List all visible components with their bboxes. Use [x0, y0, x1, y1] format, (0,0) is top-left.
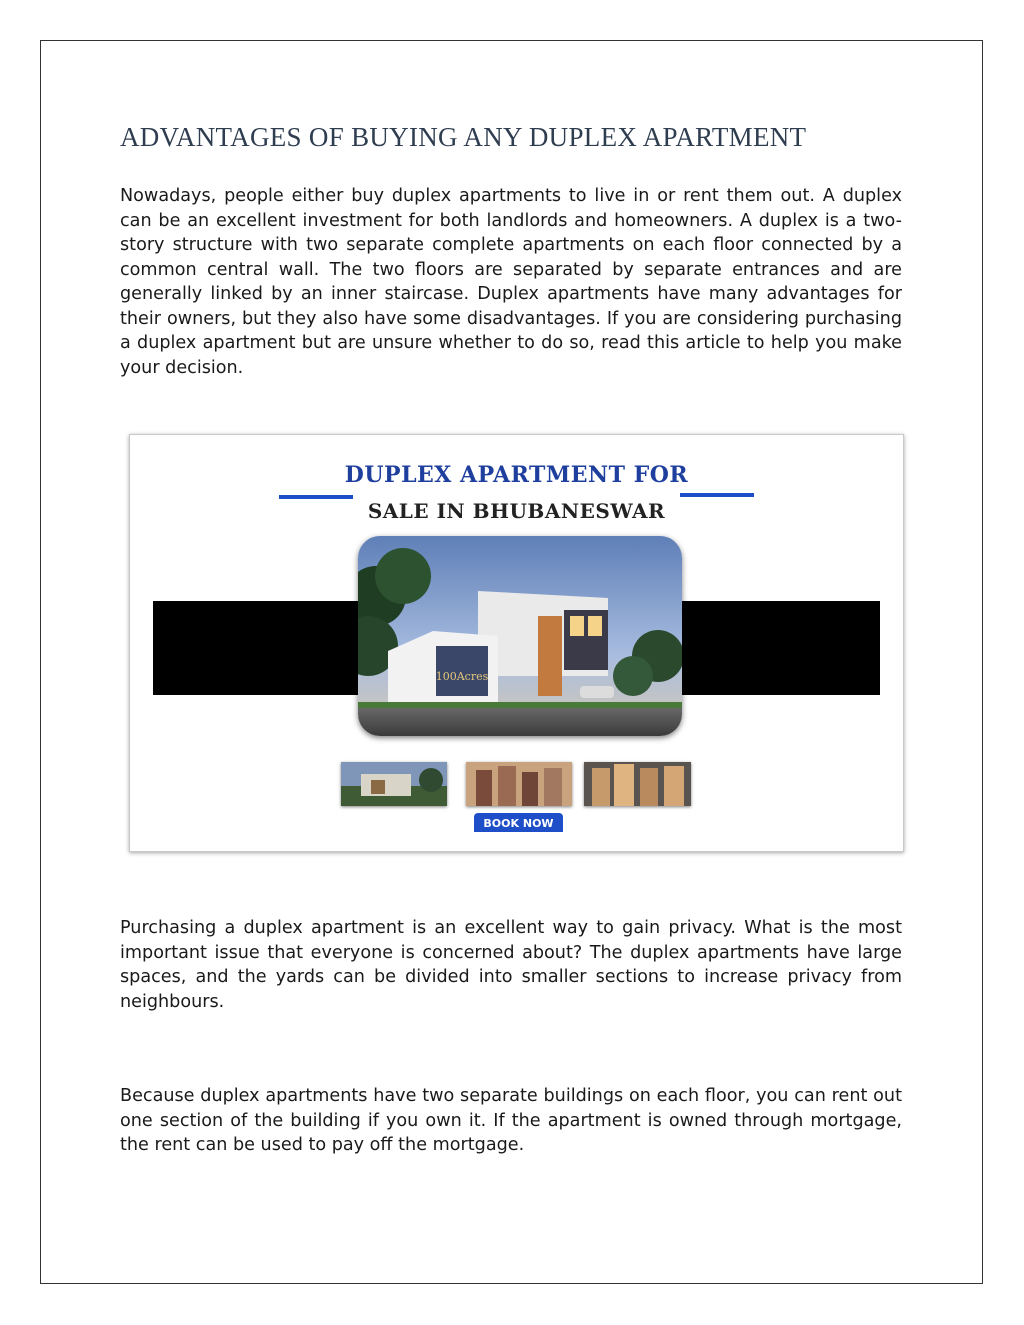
banner-rule-right — [680, 493, 754, 497]
banner-heading-line1: DUPLEX APARTMENT FOR — [344, 462, 689, 488]
hero-sign-text: 100Acres — [435, 670, 489, 683]
thumbnail-towers — [466, 762, 572, 806]
book-now-button: BOOK NOW — [474, 813, 563, 832]
rental-paragraph: Because duplex apartments have two separate buildings on each floor, you can rent out one section of the building if you own it. If the apartment is owned through mortgage, the rent can be used to pay off the mortgage. — [120, 1086, 902, 1155]
hero-building-photo — [358, 536, 682, 736]
thumbnail-entrance — [341, 762, 447, 806]
thumbnail-highrise — [584, 762, 691, 806]
page-title: ADVANTAGES OF BUYING ANY DUPLEX APARTMENT — [120, 122, 807, 152]
banner-heading-line2: SALE IN BHUBANESWAR — [367, 499, 666, 523]
privacy-paragraph: Purchasing a duplex apartment is an excellent way to gain privacy. What is the most important issue that everyone is concerned about? The duplex apartments have large spaces, and the yards can be divided into smaller sections to increase privacy from neighbours. — [120, 918, 902, 1012]
intro-paragraph: Nowadays, people either buy duplex apartments to live in or rent them out. A duplex can be an excellent investment for both landlords and homeowners. A duplex is a two-story structure with two separate complete apartments on each floor connected by a common central wall. The two floors are separated by separate entrances and are generally linked by an inner staircase. Duplex apartments have many advantages for their owners, but they also have some disadvantages. If you are considering purchasing a duplex apartment but are unsure whether to do so, read this article to help you make your decision. — [120, 186, 902, 378]
banner-image — [129, 434, 904, 852]
